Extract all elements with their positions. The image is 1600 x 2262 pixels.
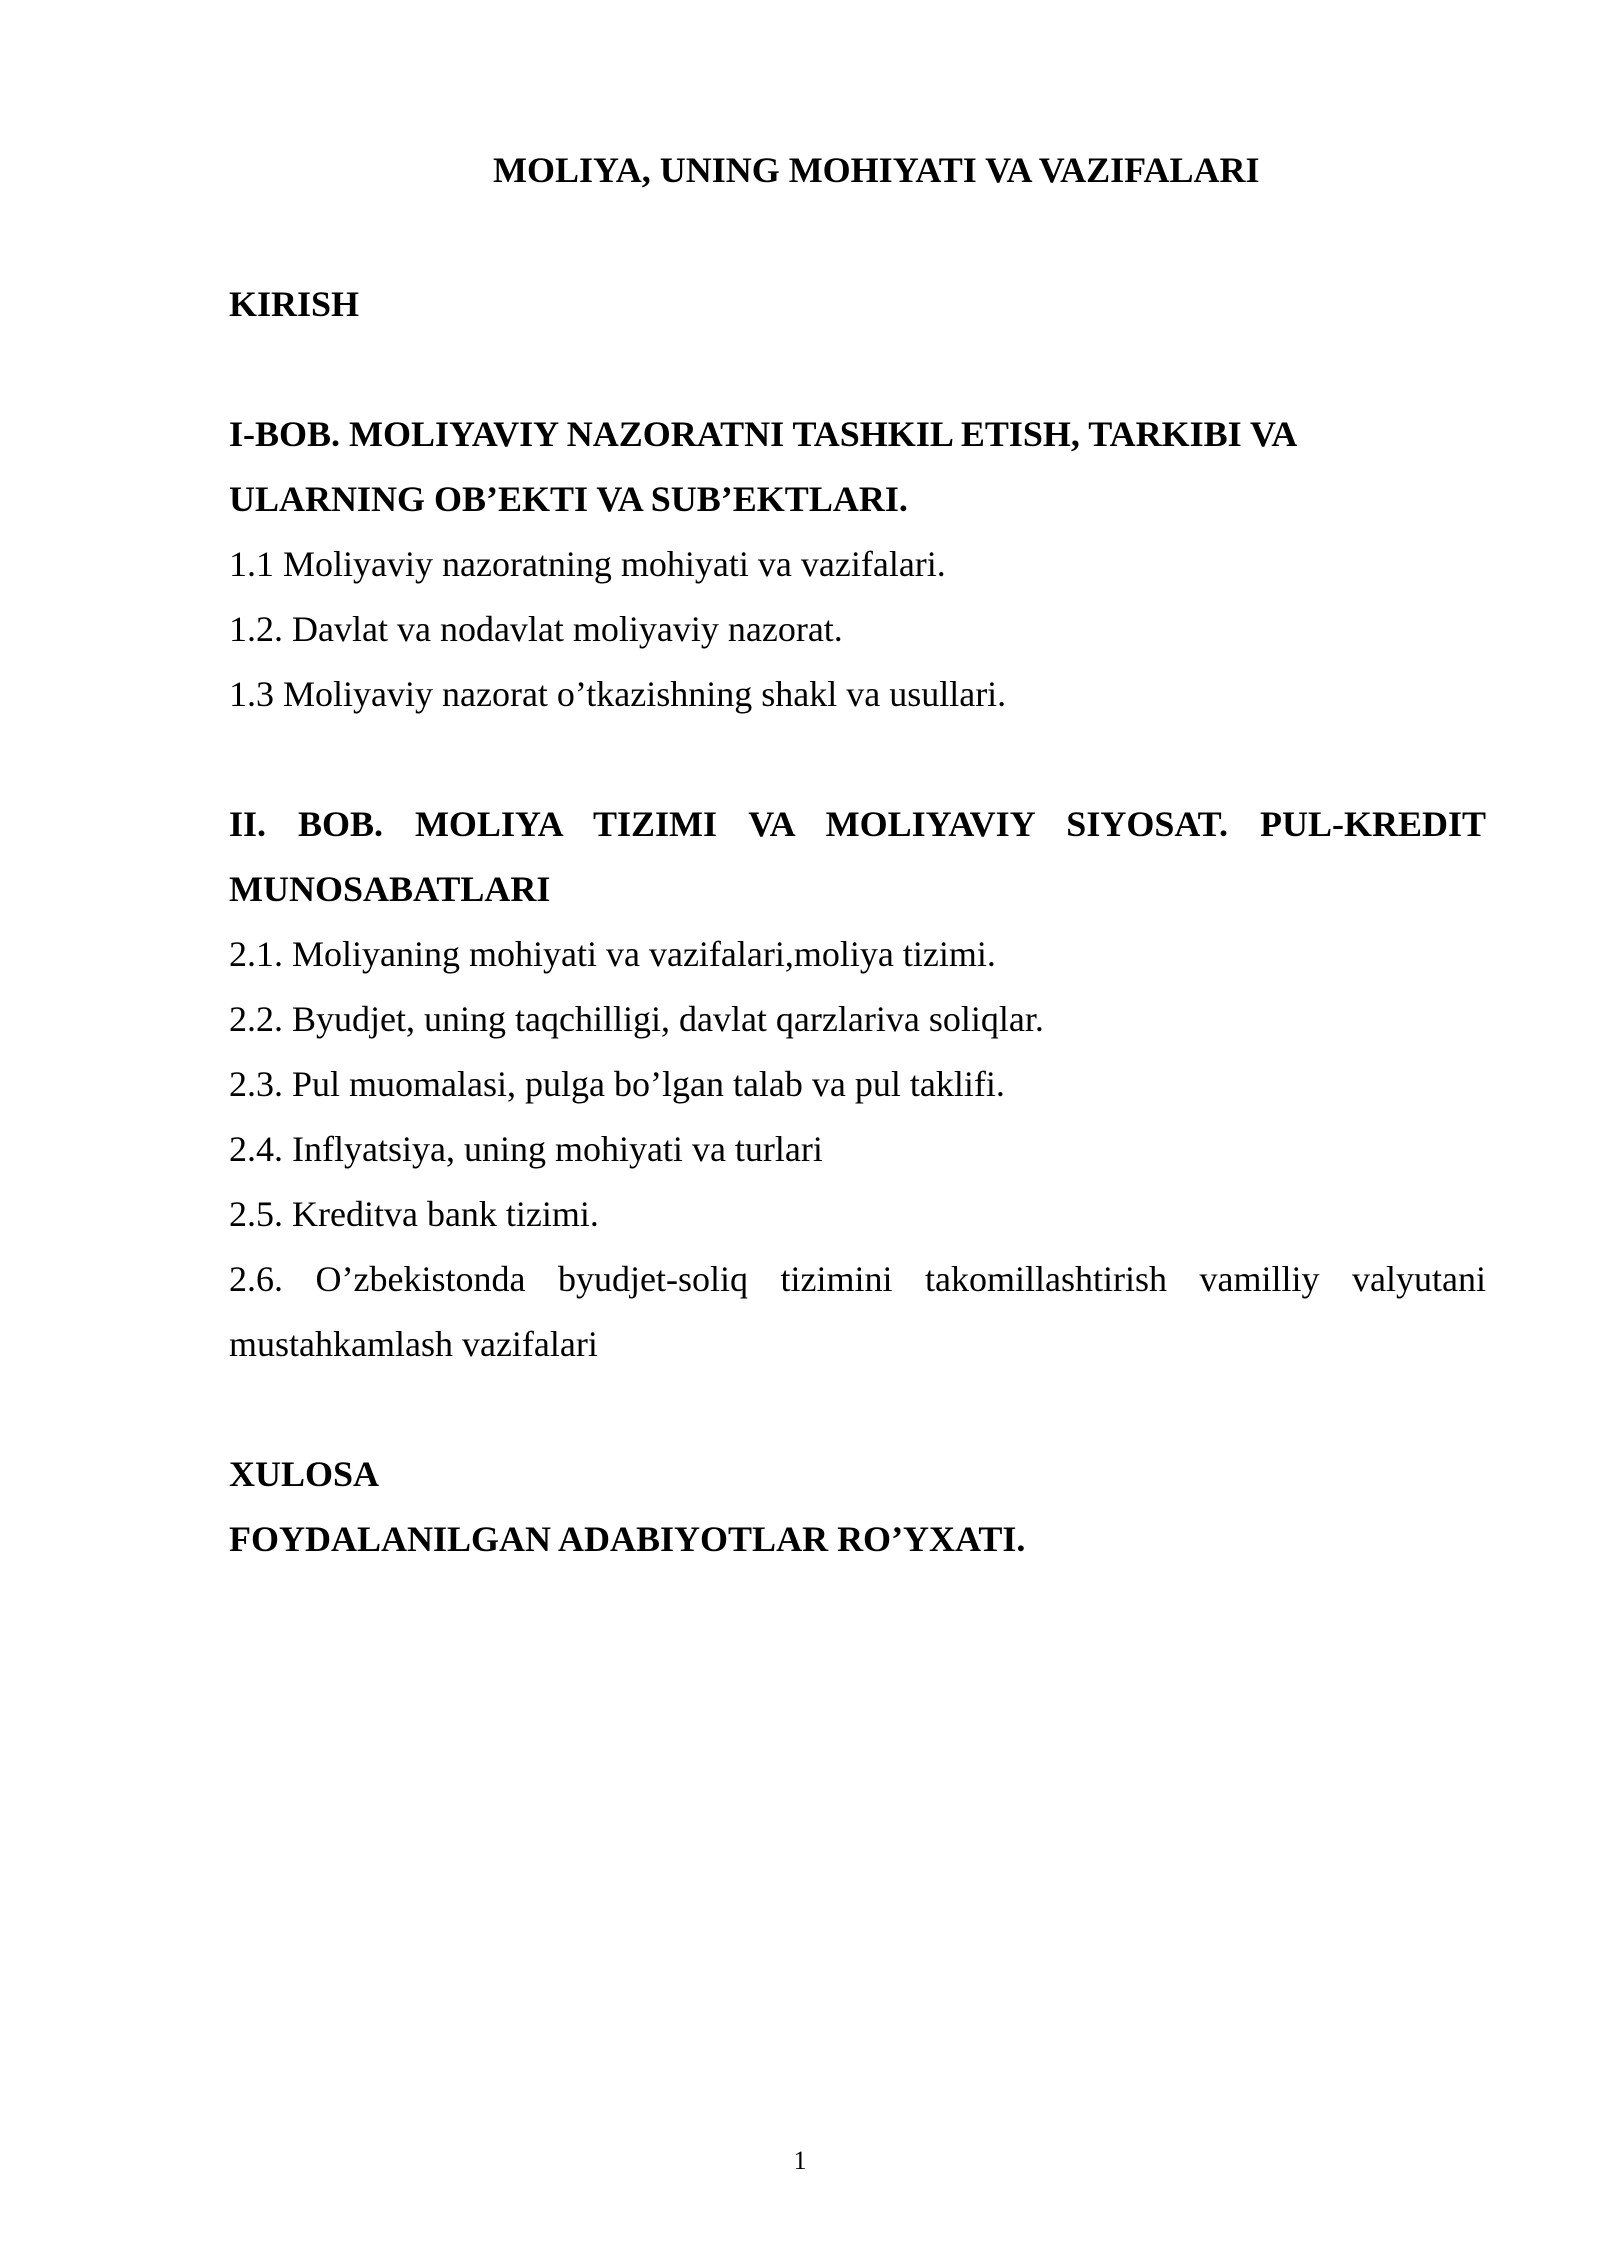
toc-item-2-2: 2.2. Byudjet, uning taqchilligi, davlat qarzlariva soliqlar. — [229, 999, 1044, 1039]
spacer — [229, 1377, 1486, 1442]
toc-references: FOYDALANILGAN ADABIYOTLAR RO’YXATI. — [229, 1519, 1026, 1559]
toc-item-1-1: 1.1 Moliyaviy nazoratning mohiyati va vazifalari. — [229, 544, 946, 584]
chapter2-heading-line1: II. BOB. MOLIYA TIZIMI VA MOLIYAVIY SIYOSAT. PUL-KREDIT — [229, 804, 1486, 844]
table-of-contents — [229, 272, 1486, 1572]
toc-item-2-6-continued: mustahkamlash vazifalari — [229, 1324, 598, 1364]
chapter2-heading-line2: MUNOSABATLARI — [229, 869, 551, 909]
spacer — [229, 727, 1486, 792]
toc-item-2-1: 2.1. Moliyaning mohiyati va vazifalari,moliya tizimi. — [229, 934, 996, 974]
spacer — [229, 337, 1486, 402]
chapter1-heading-line2: ULARNING OB’EKTI VA SUB’EKTLARI. — [229, 479, 908, 519]
toc-intro: KIRISH — [229, 284, 360, 324]
toc-item-2-6: 2.6. O’zbekistonda byudjet-soliq tizimini takomillashtirish vamilliy valyutani — [229, 1259, 1486, 1299]
toc-item-2-3: 2.3. Pul muomalasi, pulga bo’lgan talab va pul taklifi. — [229, 1064, 1005, 1104]
toc-conclusion: XULOSA — [229, 1454, 380, 1494]
toc-item-2-5: 2.5. Kreditva bank tizimi. — [229, 1194, 599, 1234]
toc-item-1-3: 1.3 Moliyaviy nazorat o’tkazishning shakl va usullari. — [229, 674, 1007, 714]
page-number: 1 — [793, 2146, 807, 2175]
toc-item-2-4: 2.4. Inflyatsiya, uning mohiyati va turlari — [229, 1129, 823, 1169]
toc-item-1-2: 1.2. Davlat va nodavlat moliyaviy nazorat. — [229, 609, 843, 649]
document-title: MOLIYA, UNING MOHIYATI VA VAZIFALARI — [493, 150, 1260, 190]
chapter1-heading-line1: I-BOB. MOLIYAVIY NAZORATNI TASHKIL ETISH, TARKIBI VA — [229, 414, 1298, 454]
